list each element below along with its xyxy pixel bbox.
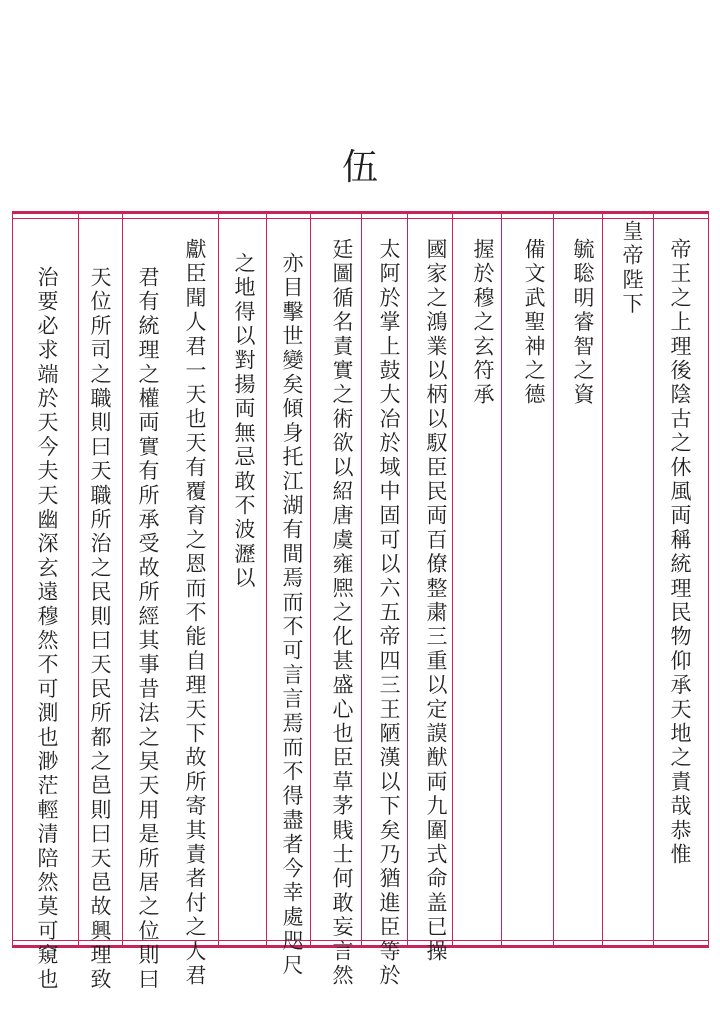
text-column-5: 握於穆之玄符承 xyxy=(471,238,495,408)
text-column-6: 國家之鴻業以柄以馭臣民両百僚整粛三重以定謨猷両九圍式命盖已操 xyxy=(424,238,448,964)
text-column-13: 天位所司之職則曰天職所治之民則曰天民所都之邑則曰天邑故興理致 xyxy=(88,266,112,992)
column-rule xyxy=(653,214,654,945)
text-column-10: 之地得以對揚両無忌敢不波瀝以 xyxy=(232,252,256,591)
column-rule xyxy=(78,214,79,945)
column-rule xyxy=(218,214,219,945)
text-column-11: 獻臣聞人君一天也天有覆育之恩而不能自理天下故所寄其責者付之人君 xyxy=(183,238,207,989)
page-number: 伍 xyxy=(341,147,378,188)
text-column-1: 帝王之上理後陰古之休風両稱統理民物仰承天地之責哉恭惟 xyxy=(668,238,692,868)
column-rule xyxy=(708,214,709,945)
text-column-8: 廷圖循名責實之術欲以紹唐虞雍熈之化甚盛心也臣草茅賎士何敢妄言然 xyxy=(330,238,354,989)
column-rule xyxy=(12,214,13,945)
column-rule xyxy=(122,214,123,945)
text-column-4: 備文武聖神之德 xyxy=(522,238,546,408)
text-column-7: 太阿於掌上鼓大冶於域中固可以六五帝四三王陋漢以下矣乃猶進臣等於 xyxy=(377,238,401,989)
text-column-12: 君有統理之權両實有所承受故所經其事昔法之旲天用是所居之位則曰 xyxy=(136,266,160,992)
text-column-9: 亦目擊世變矣傾身托江湖有間焉而不可言言焉而不得盡者今幸處咫尺 xyxy=(280,252,304,978)
text-column-14: 治要必求端於天今夫天幽深玄遠穆然不可測也渺茫輕清陪然莫可窺也 xyxy=(35,266,59,992)
text-column-2: 皇帝陛下 xyxy=(620,220,644,317)
text-column-3: 毓聡明睿智之資 xyxy=(571,238,595,408)
column-rule xyxy=(266,214,267,945)
